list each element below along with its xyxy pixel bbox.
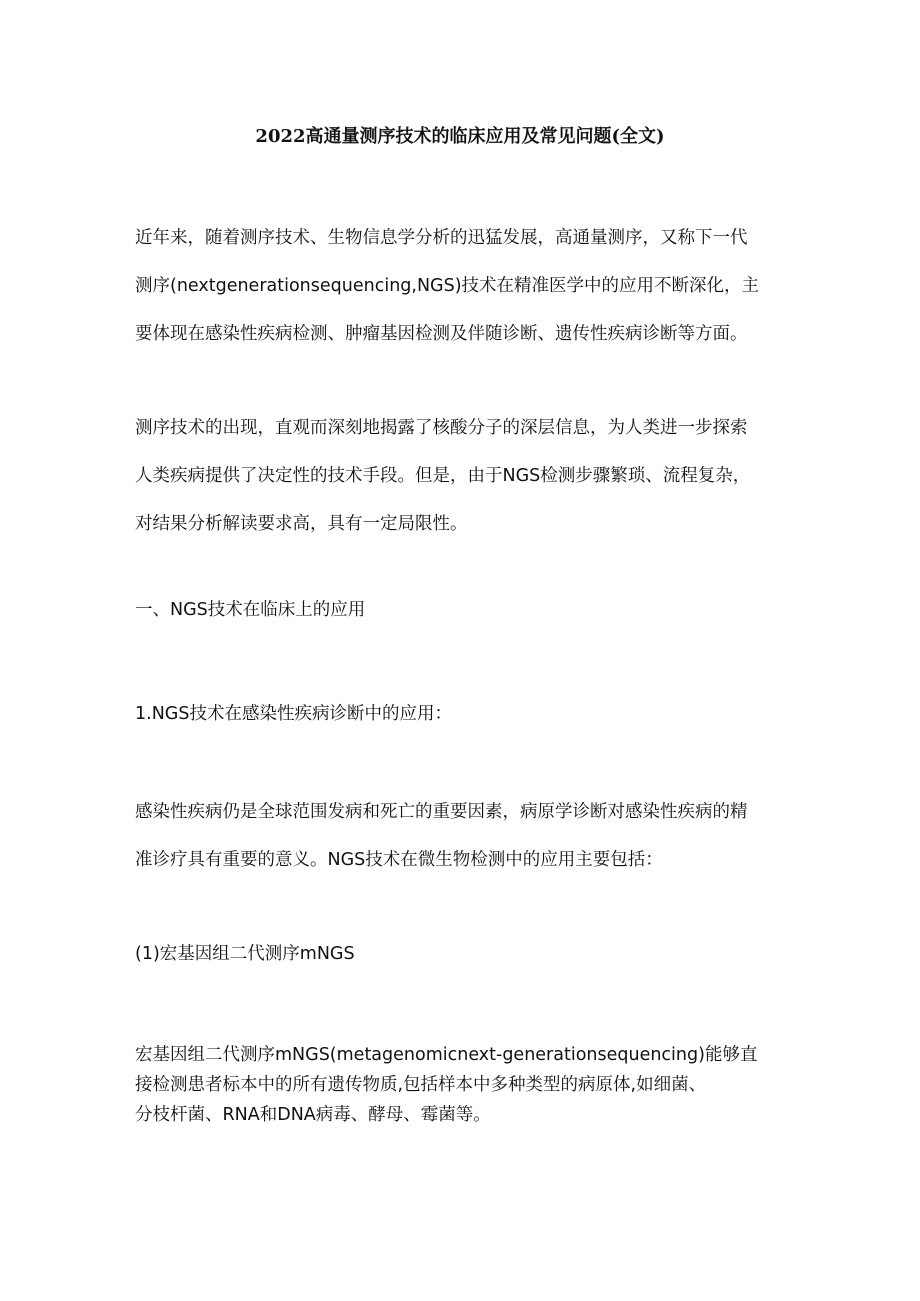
text-line: 接检测患者标本中的所有遗传物质,包括样本中多种类型的病原体,如细菌、 (135, 1075, 707, 1095)
item-heading: (1)宏基因组二代测序mNGS (135, 944, 355, 964)
paragraph-infectious-disease (135, 788, 790, 884)
text-line: 准诊疗具有重要的意义。NGS技术在微生物检测中的应用主要包括： (135, 850, 663, 870)
section-heading: 一、NGS技术在临床上的应用 (135, 600, 366, 620)
subsection-heading: 1.NGS技术在感染性疾病诊断中的应用： (135, 704, 452, 724)
document-title: 2022高通量测序技术的临床应用及常见问题(全文) (255, 126, 665, 147)
text-line: 近年来，随着测序技术、生物信息学分析的迅猛发展，高通量测序，又称下一代 (135, 228, 748, 248)
text-line: 分枝杆菌、RNA和DNA病毒、酵母、霉菌等。 (135, 1105, 491, 1125)
paragraph-sequencing-limits (135, 404, 790, 548)
text-line: 测序技术的出现，直观而深刻地揭露了核酸分子的深层信息，为人类进一步探索 (135, 418, 748, 438)
text-line: 要体现在感染性疾病检测、肿瘤基因检测及伴随诊断、遗传性疾病诊断等方面。 (135, 324, 748, 344)
text-line: 宏基因组二代测序mNGS(metagenomicnext-generationsequencing)能够直 (135, 1045, 758, 1065)
text-line: 人类疾病提供了决定性的技术手段。但是，由于NGS检测步骤繁琐、流程复杂， (135, 466, 751, 486)
paragraph-intro (135, 214, 790, 358)
paragraph-mngs (135, 1040, 790, 1130)
text-line: 感染性疾病仍是全球范围发病和死亡的重要因素，病原学诊断对感染性疾病的精 (135, 802, 748, 822)
text-line: 对结果分析解读要求高，具有一定局限性。 (135, 514, 468, 534)
text-line: 测序(nextgenerationsequencing,NGS)技术在精准医学中的应用不断深化，主 (135, 276, 760, 296)
